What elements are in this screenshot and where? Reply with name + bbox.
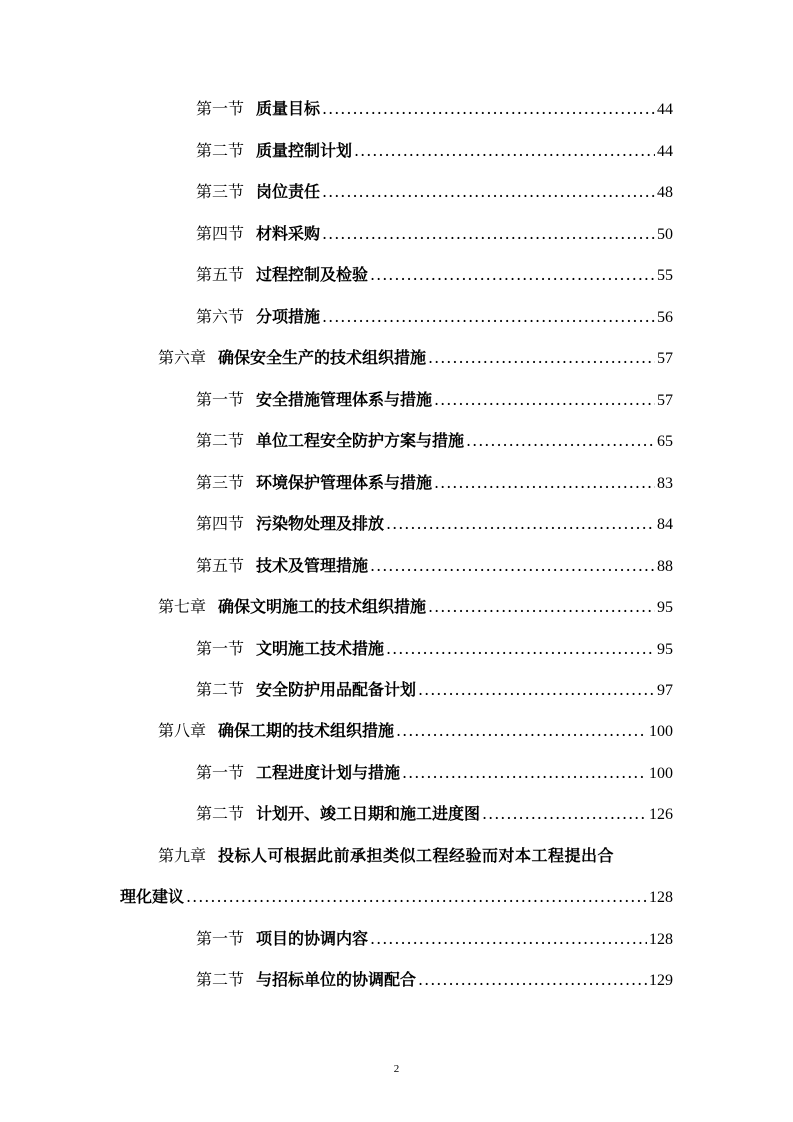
toc-leader-dots	[370, 262, 655, 288]
toc-entry[interactable]	[196, 138, 673, 164]
toc-entry-number: 第三节	[196, 473, 245, 492]
page-number-footer: 2	[393, 1063, 400, 1075]
toc-leader-dots	[386, 511, 655, 537]
toc-entry[interactable]	[196, 511, 673, 537]
toc-entry[interactable]	[196, 677, 673, 703]
toc-entry[interactable]	[196, 221, 673, 247]
toc-entry[interactable]	[196, 967, 673, 993]
toc-leader-dots	[186, 884, 647, 910]
toc-entry-page: 50	[657, 226, 673, 243]
toc-entry-title: 技术及管理措施	[256, 556, 369, 575]
toc-entry-title: 安全措施管理体系与措施	[256, 390, 433, 409]
toc-leader-dots	[482, 801, 647, 827]
toc-leader-dots	[396, 718, 647, 744]
toc-entry[interactable]	[196, 636, 673, 662]
toc-entry-page: 44	[657, 101, 673, 118]
toc-entry-page: 57	[657, 350, 673, 367]
toc-leader-dots	[322, 221, 655, 247]
toc-leader-dots	[354, 138, 655, 164]
toc-entry-title: 单位工程安全防护方案与措施	[256, 431, 465, 450]
toc-leader-dots	[322, 304, 655, 330]
toc-entry-page: 95	[657, 599, 673, 616]
toc-entry-page: 100	[649, 765, 673, 782]
toc-entry-title: 环境保护管理体系与措施	[256, 473, 433, 492]
toc-leader-dots	[418, 677, 655, 703]
toc-entry-number: 第九章	[158, 846, 207, 865]
toc-entry[interactable]	[196, 801, 673, 827]
toc-entry-title: 确保安全生产的技术组织措施	[218, 348, 427, 367]
toc-entry[interactable]	[196, 304, 673, 330]
toc-leader-dots	[322, 179, 655, 205]
toc-entry-number: 第一节	[196, 99, 245, 118]
toc-entry-number: 第六章	[158, 348, 207, 367]
toc-entry-page: 48	[657, 184, 673, 201]
toc-entry[interactable]	[196, 926, 673, 952]
toc-entry-page: 83	[657, 475, 673, 492]
toc-entry-page: 56	[657, 309, 673, 326]
toc-entry-page: 88	[657, 558, 673, 575]
toc-entry-title: 质量目标	[256, 99, 321, 118]
toc-entry-title-continued: 理化建议	[120, 887, 185, 906]
toc-entry-page: 126	[649, 806, 673, 823]
toc-entry[interactable]	[196, 387, 673, 413]
toc-entry-title: 确保工期的技术组织措施	[218, 721, 395, 740]
toc-leader-dots	[370, 553, 655, 579]
toc-entry-page: 128	[649, 931, 673, 948]
toc-leader-dots	[402, 760, 647, 786]
toc-entry[interactable]	[196, 470, 673, 496]
toc-entry-page: 84	[657, 516, 673, 533]
toc-entry-number: 第四节	[196, 224, 245, 243]
toc-entry-title: 计划开、竣工日期和施工进度图	[256, 804, 481, 823]
toc-entry-title: 过程控制及检验	[256, 265, 369, 284]
toc-entry-number: 第二节	[196, 970, 245, 989]
toc-entry[interactable]	[196, 553, 673, 579]
toc-entry-title: 投标人可根据此前承担类似工程经验而对本工程提出合	[218, 846, 615, 865]
toc-leader-dots	[322, 96, 655, 122]
toc-entry-number: 第一节	[196, 929, 245, 948]
toc-entry-number: 第一节	[196, 763, 245, 782]
toc-entry-title: 确保文明施工的技术组织措施	[218, 597, 427, 616]
toc-entry-number: 第六节	[196, 307, 245, 326]
toc-entry-title: 岗位责任	[256, 182, 321, 201]
toc-entry-number: 第八章	[158, 721, 207, 740]
toc-entry-title: 工程进度计划与措施	[256, 763, 401, 782]
toc-entry[interactable]	[196, 96, 673, 122]
toc-entry-title: 项目的协调内容	[256, 929, 369, 948]
toc-entry[interactable]	[196, 428, 673, 454]
toc-entry-number: 第五节	[196, 556, 245, 575]
toc-entry-title: 材料采购	[256, 224, 321, 243]
toc-entry-number: 第二节	[196, 431, 245, 450]
toc-leader-dots	[428, 594, 655, 620]
toc-entry-number: 第二节	[196, 804, 245, 823]
toc-chapter-entry[interactable]	[158, 594, 673, 620]
toc-leader-dots	[370, 926, 647, 952]
toc-entry-page: 129	[649, 972, 673, 989]
toc-entry-page: 100	[649, 723, 673, 740]
toc-entry-page: 44	[657, 143, 673, 160]
toc-entry-page: 97	[657, 682, 673, 699]
toc-entry-title: 安全防护用品配备计划	[256, 680, 417, 699]
toc-entry-title: 文明施工技术措施	[256, 639, 385, 658]
toc-entry-title: 质量控制计划	[256, 141, 353, 160]
toc-entry-page: 55	[657, 267, 673, 284]
toc-entry[interactable]	[196, 760, 673, 786]
toc-entry-page: 65	[657, 433, 673, 450]
toc-chapter-entry-continued[interactable]	[120, 884, 673, 910]
toc-entry-number: 第二节	[196, 141, 245, 160]
toc-chapter-entry[interactable]	[158, 345, 673, 371]
toc-leader-dots	[386, 636, 655, 662]
toc-entry-number: 第四节	[196, 514, 245, 533]
toc-leader-dots	[418, 967, 647, 993]
toc-entry-number: 第一节	[196, 390, 245, 409]
toc-leader-dots	[466, 428, 655, 454]
toc-entry-page: 95	[657, 641, 673, 658]
toc-chapter-entry[interactable]	[158, 718, 673, 744]
toc-entry-page: 128	[649, 889, 673, 906]
toc-leader-dots	[434, 387, 655, 413]
toc-chapter-entry[interactable]	[158, 843, 673, 869]
toc-entry-title: 与招标单位的协调配合	[256, 970, 417, 989]
toc-entry[interactable]	[196, 179, 673, 205]
toc-entry-number: 第一节	[196, 639, 245, 658]
toc-leader-dots	[434, 470, 655, 496]
toc-entry-number: 第五节	[196, 265, 245, 284]
toc-leader-dots	[428, 345, 655, 371]
toc-entry-number: 第七章	[158, 597, 207, 616]
toc-entry-number: 第三节	[196, 182, 245, 201]
toc-entry-number: 第二节	[196, 680, 245, 699]
toc-entry-title: 污染物处理及排放	[256, 514, 385, 533]
toc-entry-title: 分项措施	[256, 307, 321, 326]
toc-entry[interactable]	[196, 262, 673, 288]
toc-entry-page: 57	[657, 392, 673, 409]
